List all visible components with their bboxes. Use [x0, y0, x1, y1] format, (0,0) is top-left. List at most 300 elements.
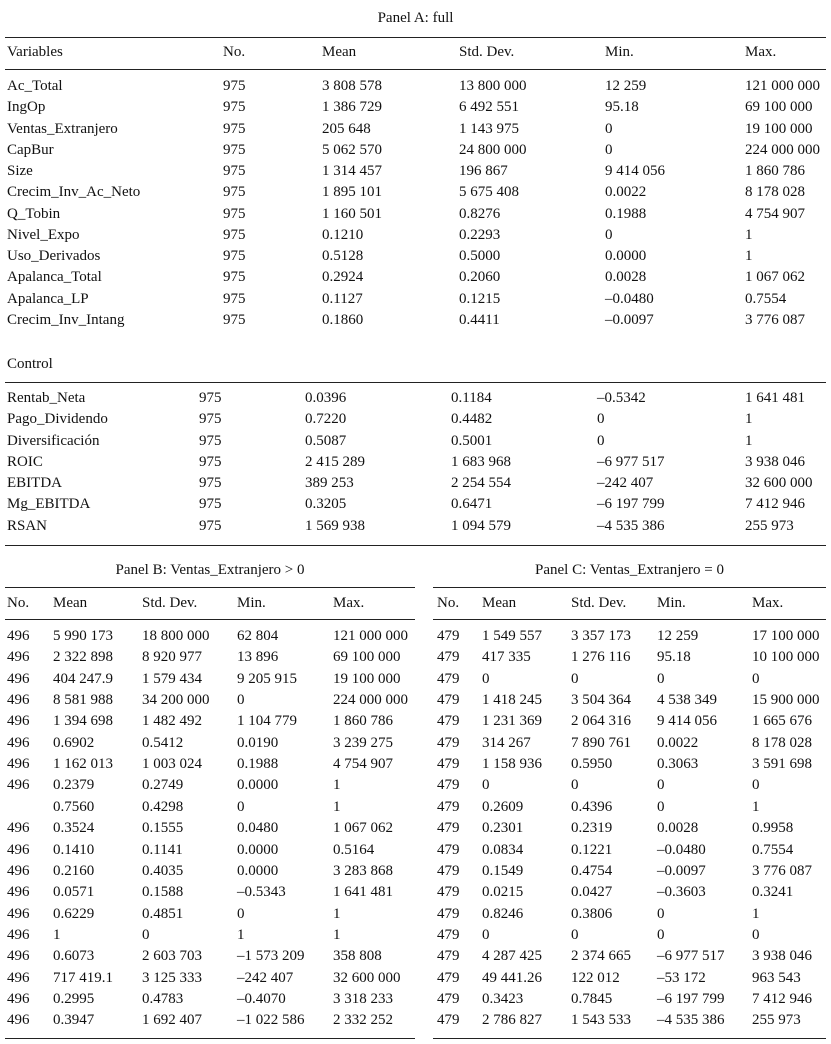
panel-a-row-cell: Apalanca_Total — [7, 269, 102, 286]
panel-c-row-cell: 0.0022 — [657, 734, 699, 751]
panel-b-row-cell: 496 — [7, 734, 30, 751]
panel-c-row-cell: 0.3241 — [752, 884, 794, 901]
panel-b-row-cell: –1 022 586 — [237, 1012, 305, 1029]
panel-a-row-cell: 0.5128 — [322, 248, 364, 264]
panel-a-row-cell: 205 648 — [322, 120, 371, 137]
panel-b-row-cell: 496 — [7, 841, 30, 858]
panel-c-row-cell: 479 — [437, 841, 460, 858]
panel-a-row-cell: 6 492 551 — [459, 99, 519, 116]
panel-c-row-cell: 479 — [437, 692, 460, 709]
panel-c-row-cell: –53 172 — [657, 969, 706, 986]
panel-a-row-cell: 3 776 087 — [745, 311, 805, 328]
panel-a-row-cell: Crecim_Inv_Ac_Neto — [7, 184, 141, 201]
panel-a-row-cell: 19 100 000 — [745, 120, 813, 137]
control-row-cell: 1 094 579 — [451, 517, 511, 534]
control-row-cell: 975 — [199, 496, 222, 513]
control-row-cell: 32 600 000 — [745, 475, 813, 491]
panel-b-row-cell: 0.0000 — [237, 862, 279, 879]
control-row-cell: 0.5001 — [451, 432, 493, 449]
panel-b-row-cell: 0.6073 — [53, 948, 95, 965]
panel-c-row-cell: 479 — [437, 820, 460, 837]
panel-b-row-cell: 2 332 252 — [333, 1012, 393, 1029]
panel-a-row-cell: Apalanca_LP — [7, 290, 89, 307]
panel-b-row-cell: 496 — [7, 926, 30, 943]
panel-a-row-cell: CapBur — [7, 141, 54, 158]
panel-c-row-cell: 0.4396 — [571, 798, 613, 815]
panel-a-row-cell: 0.1988 — [605, 205, 647, 222]
panel-b-row-cell: 0.6229 — [53, 905, 95, 922]
panel-c-row-cell: 2 064 316 — [571, 713, 631, 730]
column-header: No. — [7, 595, 30, 611]
panel-c-row-cell: 0 — [571, 926, 579, 943]
panel-a-row-cell: 975 — [223, 99, 246, 116]
panel-b-row-cell: 4 754 907 — [333, 756, 393, 773]
panel-a-row-cell: 95.18 — [605, 99, 639, 116]
panel-b-row-cell: 496 — [7, 990, 30, 1007]
panel-b-row-cell: 0.6902 — [53, 734, 95, 751]
panel-a-row-cell: 1 160 501 — [322, 205, 382, 222]
panel-b-row-cell: 1 003 024 — [142, 756, 202, 773]
panel-b-row-cell: 496 — [7, 862, 30, 879]
panel-a-row-cell: Crecim_Inv_Intang — [7, 311, 125, 328]
column-header: Min. — [657, 595, 686, 611]
panel-a-row-cell: Q_Tobin — [7, 205, 61, 222]
panel-b-row-cell: 496 — [7, 713, 30, 730]
panel-b-row-cell: 496 — [7, 820, 30, 837]
panel-a-row-cell: 1 860 786 — [745, 163, 805, 179]
panel-c-row-cell: 314 267 — [482, 734, 531, 751]
panel-c-row-cell: 2 786 827 — [482, 1012, 542, 1029]
panel-b-row-cell: 0.0480 — [237, 820, 279, 837]
panel-c-row-cell: 3 504 364 — [571, 692, 631, 709]
panel-c-row-cell: 1 543 533 — [571, 1012, 631, 1029]
panel-c-row-cell: 12 259 — [657, 628, 699, 644]
panel-a-row-cell: 196 867 — [459, 163, 508, 179]
panel-a-row-cell: 975 — [223, 184, 246, 201]
panel-c-row-cell: –0.3603 — [657, 884, 706, 901]
panel-c-row-cell: 479 — [437, 990, 460, 1007]
panel-b-row-cell: 1 — [333, 926, 341, 943]
panel-b-row-cell: 496 — [7, 1012, 30, 1029]
panel-a-row-cell: 5 062 570 — [322, 141, 382, 158]
column-header: Std. Dev. — [459, 44, 515, 60]
panel-a-title: Panel A: full — [377, 10, 454, 26]
rule — [5, 619, 415, 620]
control-row-cell: 0.3205 — [305, 496, 347, 513]
panel-b-row-cell: 0.2160 — [53, 862, 95, 879]
panel-a-row-cell: 1 — [745, 226, 753, 243]
control-label: Control — [7, 356, 53, 372]
panel-c-row-cell: 0.0834 — [482, 841, 524, 858]
panel-a-row-cell: 0 — [605, 226, 613, 243]
column-header: Std. Dev. — [571, 595, 627, 611]
control-row-cell: 0 — [597, 411, 605, 428]
panel-b-row-cell: 2 322 898 — [53, 649, 113, 666]
panel-c-row-cell: 479 — [437, 1012, 460, 1029]
panel-b-row-cell: 1 067 062 — [333, 820, 393, 837]
control-row-cell: 975 — [199, 432, 222, 449]
control-row-cell: –0.5342 — [597, 390, 646, 406]
panel-c-row-cell: 0.2301 — [482, 820, 524, 837]
panel-a-row-cell: 1 143 975 — [459, 120, 519, 137]
panel-c-row-cell: 122 012 — [571, 969, 620, 986]
panel-c-row-cell: –0.0480 — [657, 841, 706, 858]
panel-c-title: Panel C: Ventas_Extranjero = 0 — [535, 562, 724, 578]
panel-a-row-cell: 1 — [745, 248, 753, 264]
panel-c-row-cell: 0.7554 — [752, 841, 794, 858]
panel-b-row-cell: 496 — [7, 670, 30, 687]
panel-a-row-cell: 975 — [223, 311, 246, 328]
panel-c-row-cell: 0 — [482, 777, 490, 794]
panel-a-row-cell: 975 — [223, 269, 246, 286]
panel-b-row-cell: 0.2379 — [53, 777, 95, 794]
column-header: Mean — [482, 595, 517, 611]
control-row-cell: 2 415 289 — [305, 453, 365, 470]
panel-c-row-cell: 0.2319 — [571, 820, 613, 837]
panel-b-row-cell: –0.5343 — [237, 884, 286, 901]
panel-c-row-cell: 0.3423 — [482, 990, 524, 1007]
column-header: No. — [223, 44, 246, 60]
panel-b-row-cell: 1 860 786 — [333, 713, 393, 730]
panel-b-row-cell: 496 — [7, 969, 30, 986]
panel-c-row-cell: 0 — [657, 798, 665, 815]
panel-b-row-cell: 1 641 481 — [333, 884, 393, 901]
panel-c-row-cell: –4 535 386 — [657, 1012, 725, 1029]
control-row-cell: 0.7220 — [305, 411, 347, 428]
control-row-cell: 1 641 481 — [745, 390, 805, 406]
panel-c-row-cell: 0 — [571, 670, 579, 687]
control-row-cell: –6 977 517 — [597, 453, 665, 470]
panel-b-row-cell: 0.4035 — [142, 862, 184, 879]
panel-a-row-cell: 13 800 000 — [459, 78, 527, 94]
panel-b-row-cell: 717 419.1 — [53, 969, 113, 986]
panel-b-row-cell: 496 — [7, 692, 30, 709]
panel-c-row-cell: 7 412 946 — [752, 990, 812, 1007]
panel-b-row-cell: 0.0000 — [237, 777, 279, 794]
panel-b-row-cell: 1 — [333, 905, 341, 922]
control-row-cell: 975 — [199, 390, 222, 406]
panel-b-row-cell: 32 600 000 — [333, 969, 401, 986]
panel-c-row-cell: 95.18 — [657, 649, 691, 666]
panel-a-row-cell: 975 — [223, 78, 246, 94]
panel-c-row-cell: 479 — [437, 777, 460, 794]
panel-c-row-cell: 479 — [437, 798, 460, 815]
panel-b-row-cell: 0.4298 — [142, 798, 184, 815]
control-row-cell: 1 569 938 — [305, 517, 365, 534]
panel-c-row-cell: 15 900 000 — [752, 692, 820, 709]
panel-c-row-cell: 479 — [437, 734, 460, 751]
panel-b-row-cell: 8 920 977 — [142, 649, 202, 666]
panel-b-row-cell: 3 239 275 — [333, 734, 393, 751]
control-row-cell: 975 — [199, 517, 222, 534]
panel-a-row-cell: –0.0097 — [605, 311, 654, 328]
panel-b-row-cell: 0.2749 — [142, 777, 184, 794]
panel-c-row-cell: 3 591 698 — [752, 756, 812, 773]
panel-a-row-cell: 0.2060 — [459, 269, 501, 286]
panel-b-row-cell: 13 896 — [237, 649, 279, 666]
panel-b-row-cell: 3 283 868 — [333, 862, 393, 879]
panel-a-row-cell: 975 — [223, 120, 246, 137]
panel-c-row-cell: 4 287 425 — [482, 948, 542, 965]
rule — [5, 587, 415, 588]
panel-a-row-cell: 5 675 408 — [459, 184, 519, 201]
panel-b-row-cell: 496 — [7, 756, 30, 773]
panel-b-row-cell: 0.1410 — [53, 841, 95, 858]
panel-c-row-cell: 479 — [437, 713, 460, 730]
panel-b-row-cell: 0.3524 — [53, 820, 95, 837]
panel-c-row-cell: 0.5950 — [571, 756, 613, 773]
panel-a-row-cell: 9 414 056 — [605, 163, 665, 179]
panel-c-row-cell: 479 — [437, 649, 460, 666]
panel-c-row-cell: 2 374 665 — [571, 948, 631, 965]
panel-c-row-cell: 0 — [752, 926, 760, 943]
control-row-cell: 0.4482 — [451, 411, 493, 428]
panel-a-row-cell: 0 — [605, 141, 613, 158]
panel-a-row-cell: Size — [7, 163, 33, 179]
panel-c-row-cell: 1 231 369 — [482, 713, 542, 730]
rule — [5, 69, 826, 70]
panel-b-row-cell: 0.7560 — [53, 798, 95, 815]
panel-c-row-cell: 49 441.26 — [482, 969, 542, 986]
panel-a-row-cell: 1 314 457 — [322, 163, 382, 179]
panel-a-row-cell: Nivel_Expo — [7, 226, 80, 243]
panel-a-row-cell: 1 895 101 — [322, 184, 382, 201]
panel-c-row-cell: 0.0215 — [482, 884, 524, 901]
panel-c-row-cell: 0 — [482, 670, 490, 687]
control-row-cell: RSAN — [7, 517, 48, 534]
panel-c-row-cell: 3 938 046 — [752, 948, 812, 965]
panel-c-row-cell: 1 — [752, 798, 760, 815]
control-row-cell: 975 — [199, 453, 222, 470]
control-row-cell: 3 938 046 — [745, 453, 805, 470]
panel-b-row-cell: 0.0190 — [237, 734, 279, 751]
panel-c-row-cell: 963 543 — [752, 969, 801, 986]
panel-a-row-cell: 0.1860 — [322, 311, 364, 328]
panel-b-row-cell: 0.5412 — [142, 734, 184, 751]
control-row-cell: ROIC — [7, 453, 43, 470]
panel-c-row-cell: 0 — [657, 905, 665, 922]
panel-c-row-cell: 479 — [437, 862, 460, 879]
panel-a-row-cell: 3 808 578 — [322, 78, 382, 94]
panel-c-row-cell: 479 — [437, 670, 460, 687]
panel-a-row-cell: 975 — [223, 248, 246, 264]
panel-c-row-cell: 0.3063 — [657, 756, 699, 773]
control-row-cell: 0.1184 — [451, 390, 492, 406]
panel-c-row-cell: 1 158 936 — [482, 756, 542, 773]
panel-a-row-cell: 0.1215 — [459, 290, 501, 307]
panel-b-row-cell: 9 205 915 — [237, 670, 297, 687]
rule — [5, 382, 826, 383]
panel-a-row-cell: 975 — [223, 205, 246, 222]
panel-a-row-cell: 0.0028 — [605, 269, 647, 286]
panel-c-row-cell: 0.2609 — [482, 798, 524, 815]
panel-c-row-cell: 9 414 056 — [657, 713, 717, 730]
column-header: Mean — [322, 44, 357, 60]
panel-b-row-cell: 496 — [7, 777, 30, 794]
panel-b-row-cell: 1 104 779 — [237, 713, 297, 730]
panel-b-row-cell: –1 573 209 — [237, 948, 305, 965]
panel-c-row-cell: 479 — [437, 926, 460, 943]
control-row-cell: –4 535 386 — [597, 517, 665, 534]
control-row-cell: 0.0396 — [305, 390, 347, 406]
panel-b-row-cell: 496 — [7, 948, 30, 965]
panel-c-row-cell: 479 — [437, 756, 460, 773]
column-header: Std. Dev. — [142, 595, 198, 611]
panel-c-row-cell: 0.9958 — [752, 820, 794, 837]
panel-c-row-cell: 0 — [657, 670, 665, 687]
panel-c-row-cell: 479 — [437, 905, 460, 922]
panel-b-row-cell: 0.4783 — [142, 990, 184, 1007]
panel-b-row-cell: 0.0571 — [53, 884, 95, 901]
control-row-cell: –6 197 799 — [597, 496, 665, 513]
panel-c-row-cell: 0.7845 — [571, 990, 613, 1007]
panel-b-row-cell: 62 804 — [237, 628, 279, 644]
panel-b-row-cell: 1 692 407 — [142, 1012, 202, 1029]
panel-b-row-cell: –242 407 — [237, 969, 294, 986]
panel-b-row-cell: 1 — [237, 926, 245, 943]
panel-c-row-cell: 10 100 000 — [752, 649, 820, 666]
panel-b-row-cell: 1 162 013 — [53, 756, 113, 773]
rule — [5, 37, 826, 38]
panel-a-row-cell: 0.1127 — [322, 290, 363, 307]
control-row-cell: EBITDA — [7, 475, 62, 491]
panel-b-row-cell: 0.4851 — [142, 905, 184, 922]
panel-a-row-cell: 0.1210 — [322, 226, 364, 243]
panel-b-row-cell: 224 000 000 — [333, 692, 408, 709]
control-row-cell: 1 683 968 — [451, 453, 511, 470]
panel-c-row-cell: 7 890 761 — [571, 734, 631, 751]
panel-b-row-cell: –0.4070 — [237, 990, 286, 1007]
column-header: Max. — [752, 595, 784, 611]
panel-a-row-cell: 224 000 000 — [745, 141, 820, 158]
panel-a-row-cell: 975 — [223, 226, 246, 243]
panel-c-row-cell: 0.4754 — [571, 862, 613, 879]
column-header: Min. — [237, 595, 266, 611]
panel-b-row-cell: 358 808 — [333, 948, 382, 965]
panel-c-row-cell: 1 276 116 — [571, 649, 631, 666]
panel-b-row-cell: 1 — [53, 926, 61, 943]
rule — [5, 545, 826, 546]
panel-b-row-cell: 1 — [333, 777, 341, 794]
panel-a-row-cell: 0.2293 — [459, 226, 501, 243]
control-row-cell: 1 — [745, 411, 753, 428]
panel-a-row-cell: 0.8276 — [459, 205, 501, 222]
panel-b-row-cell: 0.1555 — [142, 820, 184, 837]
panel-b-row-cell: 8 581 988 — [53, 692, 113, 709]
panel-c-row-cell: 17 100 000 — [752, 628, 820, 644]
panel-b-row-cell: 0.0000 — [237, 841, 279, 858]
panel-b-row-cell: 121 000 000 — [333, 628, 408, 644]
panel-c-row-cell: 479 — [437, 969, 460, 986]
panel-b-row-cell: 69 100 000 — [333, 649, 401, 666]
control-row-cell: 0 — [597, 432, 605, 449]
panel-b-row-cell: 3 125 333 — [142, 969, 202, 986]
panel-c-row-cell: 0 — [482, 926, 490, 943]
panel-b-row-cell: 0.2995 — [53, 990, 95, 1007]
panel-a-row-cell: 975 — [223, 141, 246, 158]
panel-a-row-cell: –0.0480 — [605, 290, 654, 307]
panel-c-row-cell: 1 — [752, 905, 760, 922]
control-row-cell: 7 412 946 — [745, 496, 805, 513]
panel-c-row-cell: 0.0427 — [571, 884, 613, 901]
panel-b-row-cell: 18 800 000 — [142, 628, 210, 644]
panel-b-row-cell: 0.1141 — [142, 841, 183, 858]
panel-b-row-cell: 0 — [237, 798, 245, 815]
panel-b-row-cell: 496 — [7, 628, 30, 644]
panel-c-row-cell: 255 973 — [752, 1012, 801, 1029]
panel-a-row-cell: 0.4411 — [459, 311, 500, 328]
control-row-cell: Pago_Dividendo — [7, 411, 108, 428]
rule — [433, 587, 826, 588]
panel-c-row-cell: 3 357 173 — [571, 628, 631, 644]
panel-c-row-cell: 479 — [437, 948, 460, 965]
panel-b-row-cell: 5 990 173 — [53, 628, 113, 644]
panel-c-row-cell: 8 178 028 — [752, 734, 812, 751]
rule — [5, 1038, 415, 1039]
panel-b-row-cell: 1 579 434 — [142, 670, 202, 687]
panel-a-row-cell: Ventas_Extranjero — [7, 120, 118, 137]
panel-a-row-cell: 975 — [223, 163, 246, 179]
panel-c-row-cell: 0 — [752, 670, 760, 687]
panel-a-row-cell: 0 — [605, 120, 613, 137]
panel-a-row-cell: IngOp — [7, 99, 46, 116]
control-row-cell: 255 973 — [745, 517, 794, 534]
panel-a-row-cell: 975 — [223, 290, 246, 307]
panel-b-row-cell: 404 247.9 — [53, 670, 113, 687]
column-header: Max. — [745, 44, 777, 60]
control-row-cell: Rentab_Neta — [7, 390, 86, 406]
panel-c-row-cell: 1 665 676 — [752, 713, 812, 730]
panel-b-row-cell: 0.1588 — [142, 884, 184, 901]
panel-c-row-cell: 0.1221 — [571, 841, 613, 858]
panel-b-row-cell: 0 — [142, 926, 150, 943]
panel-b-row-cell: 2 603 703 — [142, 948, 202, 965]
control-row-cell: Mg_EBITDA — [7, 496, 91, 513]
panel-b-row-cell: 0 — [237, 692, 245, 709]
panel-b-row-cell: 0.3947 — [53, 1012, 95, 1029]
panel-a-row-cell: 69 100 000 — [745, 99, 813, 116]
control-row-cell: 975 — [199, 475, 222, 491]
panel-a-row-cell: 0.7554 — [745, 290, 787, 307]
panel-c-row-cell: 0.8246 — [482, 905, 524, 922]
panel-c-row-cell: 0.0028 — [657, 820, 699, 837]
panel-c-row-cell: 0.3806 — [571, 905, 613, 922]
panel-a-row-cell: Ac_Total — [7, 78, 63, 94]
control-row-cell: 2 254 554 — [451, 475, 511, 491]
panel-c-row-cell: 479 — [437, 628, 460, 644]
panel-a-row-cell: 121 000 000 — [745, 78, 820, 94]
column-header: No. — [437, 595, 460, 611]
panel-a-row-cell: 8 178 028 — [745, 184, 805, 201]
panel-c-row-cell: 479 — [437, 884, 460, 901]
panel-c-row-cell: 0.1549 — [482, 862, 524, 879]
control-row-cell: –242 407 — [597, 475, 654, 491]
column-header: Min. — [605, 44, 634, 60]
panel-c-row-cell: 0 — [657, 926, 665, 943]
control-row-cell: 0.5087 — [305, 432, 347, 449]
panel-b-row-cell: 0.1988 — [237, 756, 279, 773]
panel-a-row-cell: 4 754 907 — [745, 205, 805, 222]
control-row-cell: 975 — [199, 411, 222, 428]
panel-b-row-cell: 496 — [7, 905, 30, 922]
panel-a-row-cell: Uso_Derivados — [7, 248, 101, 264]
panel-c-row-cell: 1 549 557 — [482, 628, 542, 644]
panel-c-row-cell: 1 418 245 — [482, 692, 542, 709]
panel-b-row-cell: 34 200 000 — [142, 692, 210, 709]
control-row-cell: Diversificación — [7, 432, 100, 449]
panel-b-row-cell: 1 — [333, 798, 341, 815]
panel-c-row-cell: 4 538 349 — [657, 692, 717, 709]
